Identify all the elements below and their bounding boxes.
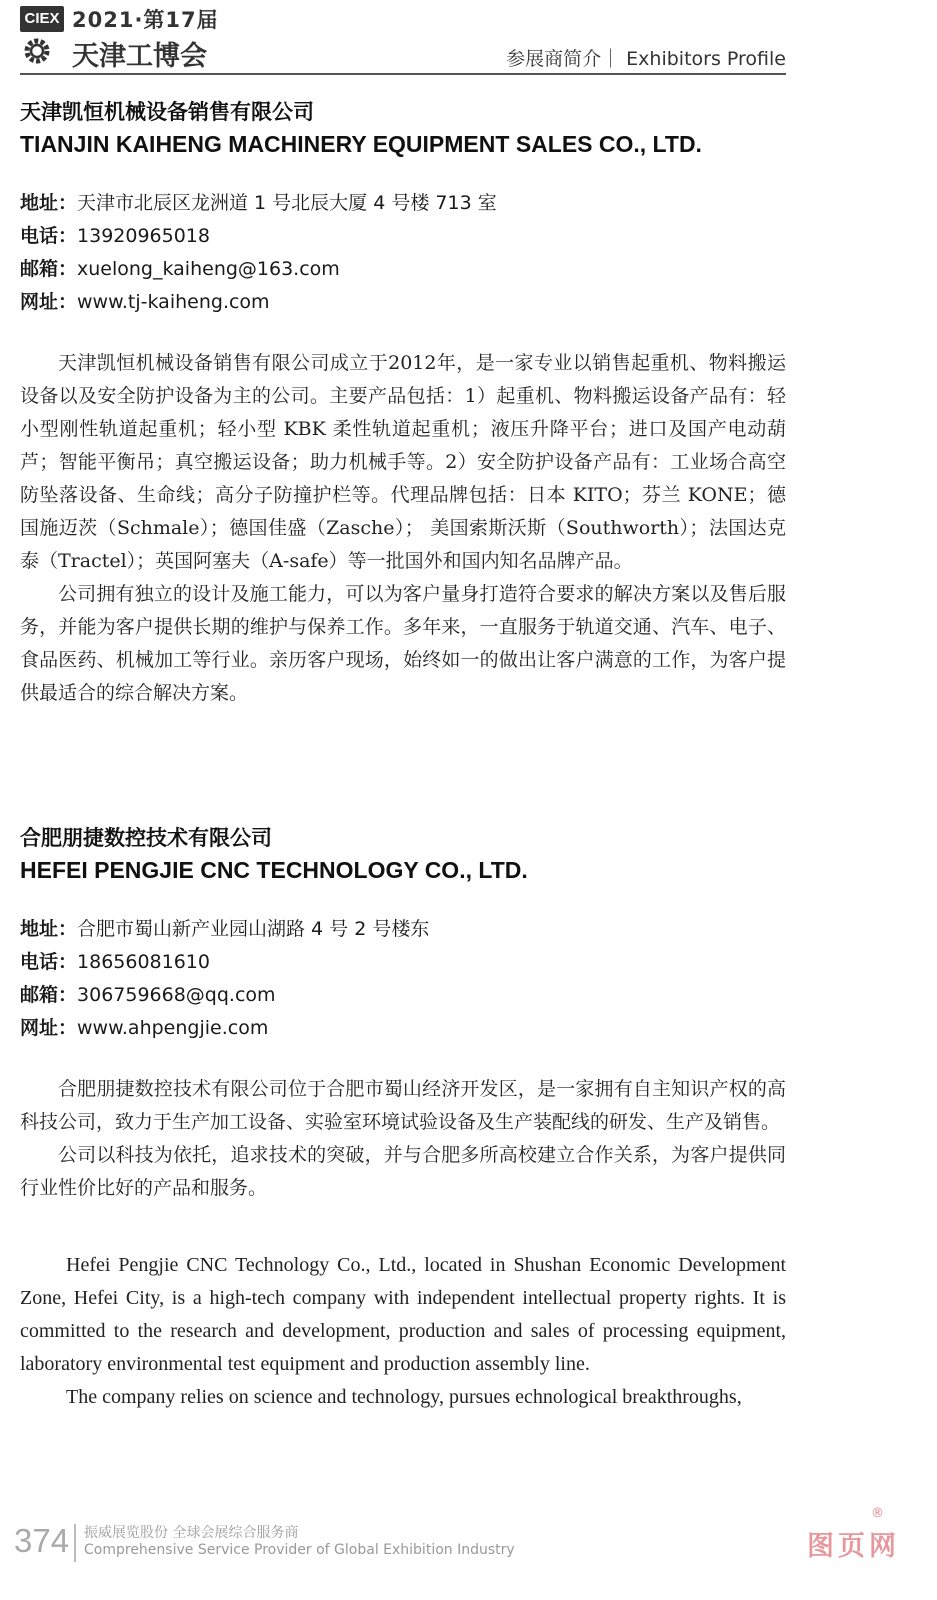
logo-text: CIEX [20,6,64,32]
footer-tagline-cn: 振威展览股份 全球会展综合服务商 [84,1525,299,1541]
description-paragraph: 公司以科技为依托，追求技术的突破，并与合肥多所高校建立合作关系，为客户提供同行业性价比好的产品和服务。 [20,1144,786,1199]
contact-block [20,187,786,319]
contact-value: 合肥市蜀山新产业园山湖路 4 号 2 号楼东 [77,918,430,940]
description-paragraph: 公司拥有独立的设计及施工能力，可以为客户量身打造符合要求的解决方案以及售后服务，并能为客户提供长期的维护与保养工作。多年来，一直服务于轨道交通、汽车、电子、食品医药、机械加工等行业。亲历客户现场，始终如一的做出让客户满意的工作，为客户提供最适合的综合解决方案。 [20,583,786,704]
contact-label: 地址： [20,192,78,214]
description-paragraph-en: The company relies on science and technology, pursues echnological breakthroughs, [66,1386,742,1408]
contact-label: 地址： [20,918,78,940]
description-paragraph: 天津凯恒机械设备销售有限公司成立于2012年，是一家专业以销售起重机、物料搬运设备以及安全防护设备为主的公司。主要产品包括：1）起重机、物料搬运设备产品有：轻小型刚性轨道起重机；轻小型 KBK 柔性轨道起重机；液压升降平台；进口及国产电动葫芦；智能平衡吊；真空搬运设备；助力机械手等。2）安全防护设备产品有：工业场合高空防坠落设备、生命线；高分子防撞护栏等。代理品牌包括：日本 KITO；芬兰 KONE；德国施迈茨（Schmale）；德国佳盛（Zasche）； 美国索斯沃斯（Southworth）；法国达克泰（Tractel）；英国阿塞夫（A-safe）等一批国外和国内知名品牌产品。 [20,352,786,572]
company-pengjie [20,823,786,1414]
contact-label: 电话： [20,951,78,973]
header-divider [20,73,786,75]
contact-address [20,913,786,946]
event-name: 天津工博会 [72,41,207,72]
ciex-logo [20,6,64,66]
company-kaiheng [20,97,786,710]
footer-divider [74,1524,76,1562]
section-title: 参展商简介｜ Exhibitors Profile [506,48,786,70]
contact-address [20,187,786,220]
contact-phone [20,946,786,979]
page-footer [14,1506,914,1580]
contact-website [20,1012,786,1045]
contact-website [20,286,786,319]
watermark-logo: 图页网 [807,1531,900,1562]
company-name-en: TIANJIN KAIHENG MACHINERY EQUIPMENT SALES CO., LTD. [20,131,702,157]
description-paragraph-en: Hefei Pengjie CNC Technology Co., Ltd., located in Shushan Economic Development Zone, Hefei City, is a high-tech company with independent intellectual property rights. It is committed to the research and development, production and sales of processing equipment, laboratory environmental test equipment and production assembly line. [20,1254,786,1375]
contact-label: 网址： [20,1017,78,1039]
contact-phone [20,220,786,253]
contact-value: www.ahpengjie.com [77,1017,269,1039]
contact-value: xuelong_kaiheng@163.com [77,258,340,280]
description [20,347,786,710]
company-name-cn: 天津凯恒机械设备销售有限公司 [20,100,314,124]
contact-value: 306759668@qq.com [77,984,276,1006]
contact-value: 天津市北辰区龙洲道 1 号北辰大厦 4 号楼 713 室 [77,192,497,214]
page-number: 374 [14,1522,70,1559]
contact-label: 邮箱： [20,258,78,280]
contact-label: 邮箱： [20,984,78,1006]
registered-mark: ® [871,1506,884,1521]
event-year: 2021·第17届 [72,8,219,32]
contact-value: 18656081610 [77,951,210,973]
description [20,1073,786,1205]
description-paragraph: 合肥朋捷数控技术有限公司位于合肥市蜀山经济开发区，是一家拥有自主知识产权的高科技公司，致力于生产加工设备、实验室环境试验设备及生产装配线的研发、生产及销售。 [20,1078,786,1133]
description-en [20,1249,786,1414]
contact-email [20,253,786,286]
contact-value: www.tj-kaiheng.com [77,291,270,313]
contact-label: 网址： [20,291,78,313]
page-header [20,6,786,76]
footer-tagline-en: Comprehensive Service Provider of Global Exhibition Industry [84,1542,515,1558]
gear-icon [22,36,52,66]
contact-email [20,979,786,1012]
contact-value: 13920965018 [77,225,210,247]
contact-block [20,913,786,1045]
contact-label: 电话： [20,225,78,247]
company-name-cn: 合肥朋捷数控技术有限公司 [20,826,272,850]
company-name-en: HEFEI PENGJIE CNC TECHNOLOGY CO., LTD. [20,857,528,883]
